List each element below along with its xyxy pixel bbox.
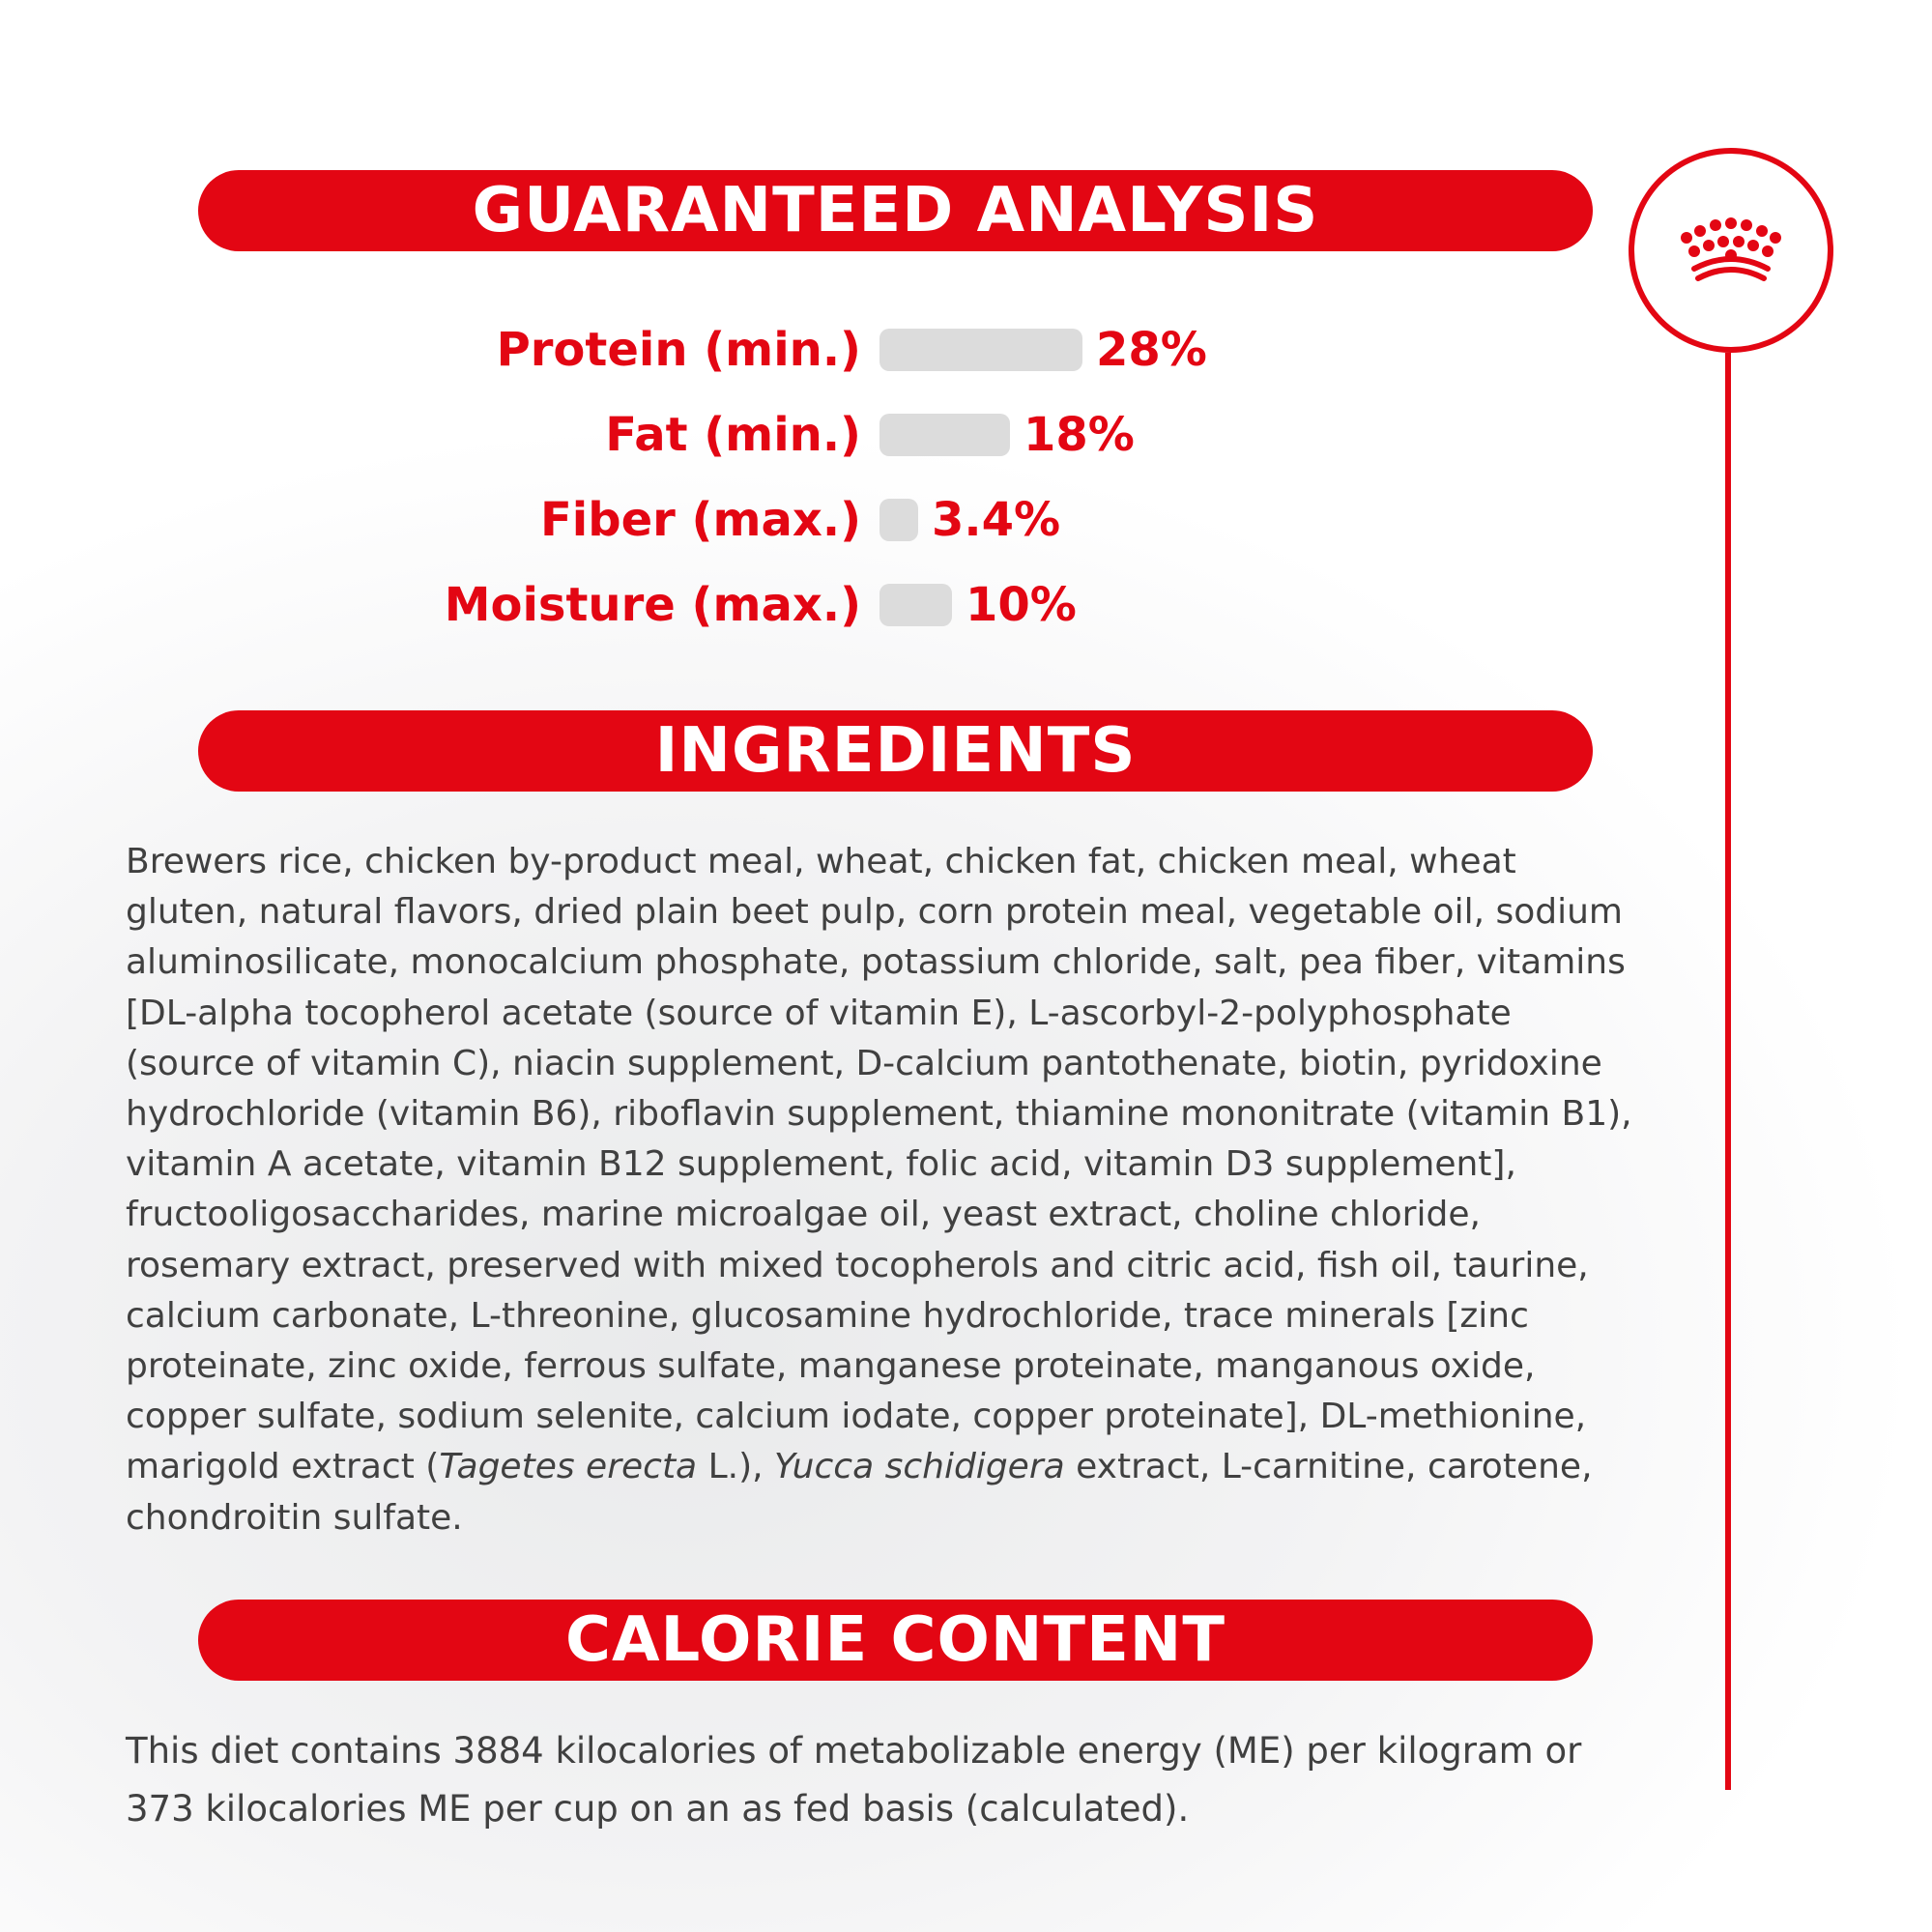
guaranteed-analysis-banner xyxy=(198,170,1593,251)
nutrient-label: Fat (min.) xyxy=(605,408,861,462)
calorie-content-text: This diet contains 3884 kilocalories of metabolizable energy (ME) per kilogram or 373 kilocalories ME per cup on an as fed basis (calculated). xyxy=(126,1730,1582,1830)
nutrient-value: 18% xyxy=(1024,408,1135,462)
ingredients-italic-yucca: Yucca schidigera xyxy=(774,1447,1065,1487)
nutrient-value: 3.4% xyxy=(932,493,1061,547)
ingredients-text-part: L.), xyxy=(697,1447,774,1487)
ingredients-italic-tagetes: Tagetes erecta xyxy=(439,1447,698,1487)
ingredients-text-part: extract, L-carnitine, carotene, chondroitin sulfate. xyxy=(126,1447,1593,1538)
nutrient-label: Fiber (max.) xyxy=(539,493,861,547)
guaranteed-analysis-title: GUARANTEED ANALYSIS xyxy=(472,175,1319,246)
ingredients-title: INGREDIENTS xyxy=(654,715,1137,787)
nutrient-label: Protein (min.) xyxy=(496,323,861,377)
crown-icon xyxy=(1677,216,1785,284)
nutrient-row-fiber xyxy=(0,491,1932,549)
ingredients-banner xyxy=(198,710,1593,792)
ingredients-text-part: Brewers rice, chicken by-product meal, wheat, chicken fat, chicken meal, wheat gluten, natural flavors, dried plain beet pulp, corn protein meal, vegetable oil, sodium aluminosilicate, monocalcium phosphate, potassium chloride, salt, pea fiber, vitamins [DL-alpha tocopherol acetate (source of vitamin E), L-ascorbyl-2-polyphosphate (source of vitamin C), niacin supplement, D-calcium pantothenate, biotin, pyridoxine hydrochloride (vitamin B6), riboflavin supplement, thiamine mononitrate (vitamin B1), vitamin A acetate, vitamin B12 supplement, folic acid, vitamin D3 supplement], fructooligosaccharides, marine microalgae oil, yeast extract, choline chloride, rosemary extract, preserved with mixed tocopherols and citric acid, fish oil, taurine, calcium carbonate, L-threonine, glucosamine hydrochloride, trace minerals [zinc proteinate, zinc oxide, ferrous sulfate, manganese proteinate, manganous oxide, copper sulfate, sodium selenite, calcium iodate, copper proteinate], DL-methionine, marigold extract ( xyxy=(126,842,1632,1487)
calorie-content-title: CALORIE CONTENT xyxy=(564,1604,1226,1676)
nutrient-bar xyxy=(879,584,952,626)
nutrient-bar xyxy=(879,499,918,541)
nutrient-value: 28% xyxy=(1096,323,1207,377)
logo-vertical-line xyxy=(1725,353,1731,1790)
ingredients-text xyxy=(126,837,1633,1543)
nutrient-value: 10% xyxy=(966,578,1077,632)
nutrient-row-fat xyxy=(0,406,1932,464)
calorie-content-banner xyxy=(198,1600,1593,1681)
nutrient-label: Moisture (max.) xyxy=(444,578,861,632)
nutrient-row-moisture xyxy=(0,576,1932,634)
nutrient-bar xyxy=(879,329,1082,371)
nutrient-bar xyxy=(879,414,1010,456)
nutrient-row-protein xyxy=(0,321,1932,379)
